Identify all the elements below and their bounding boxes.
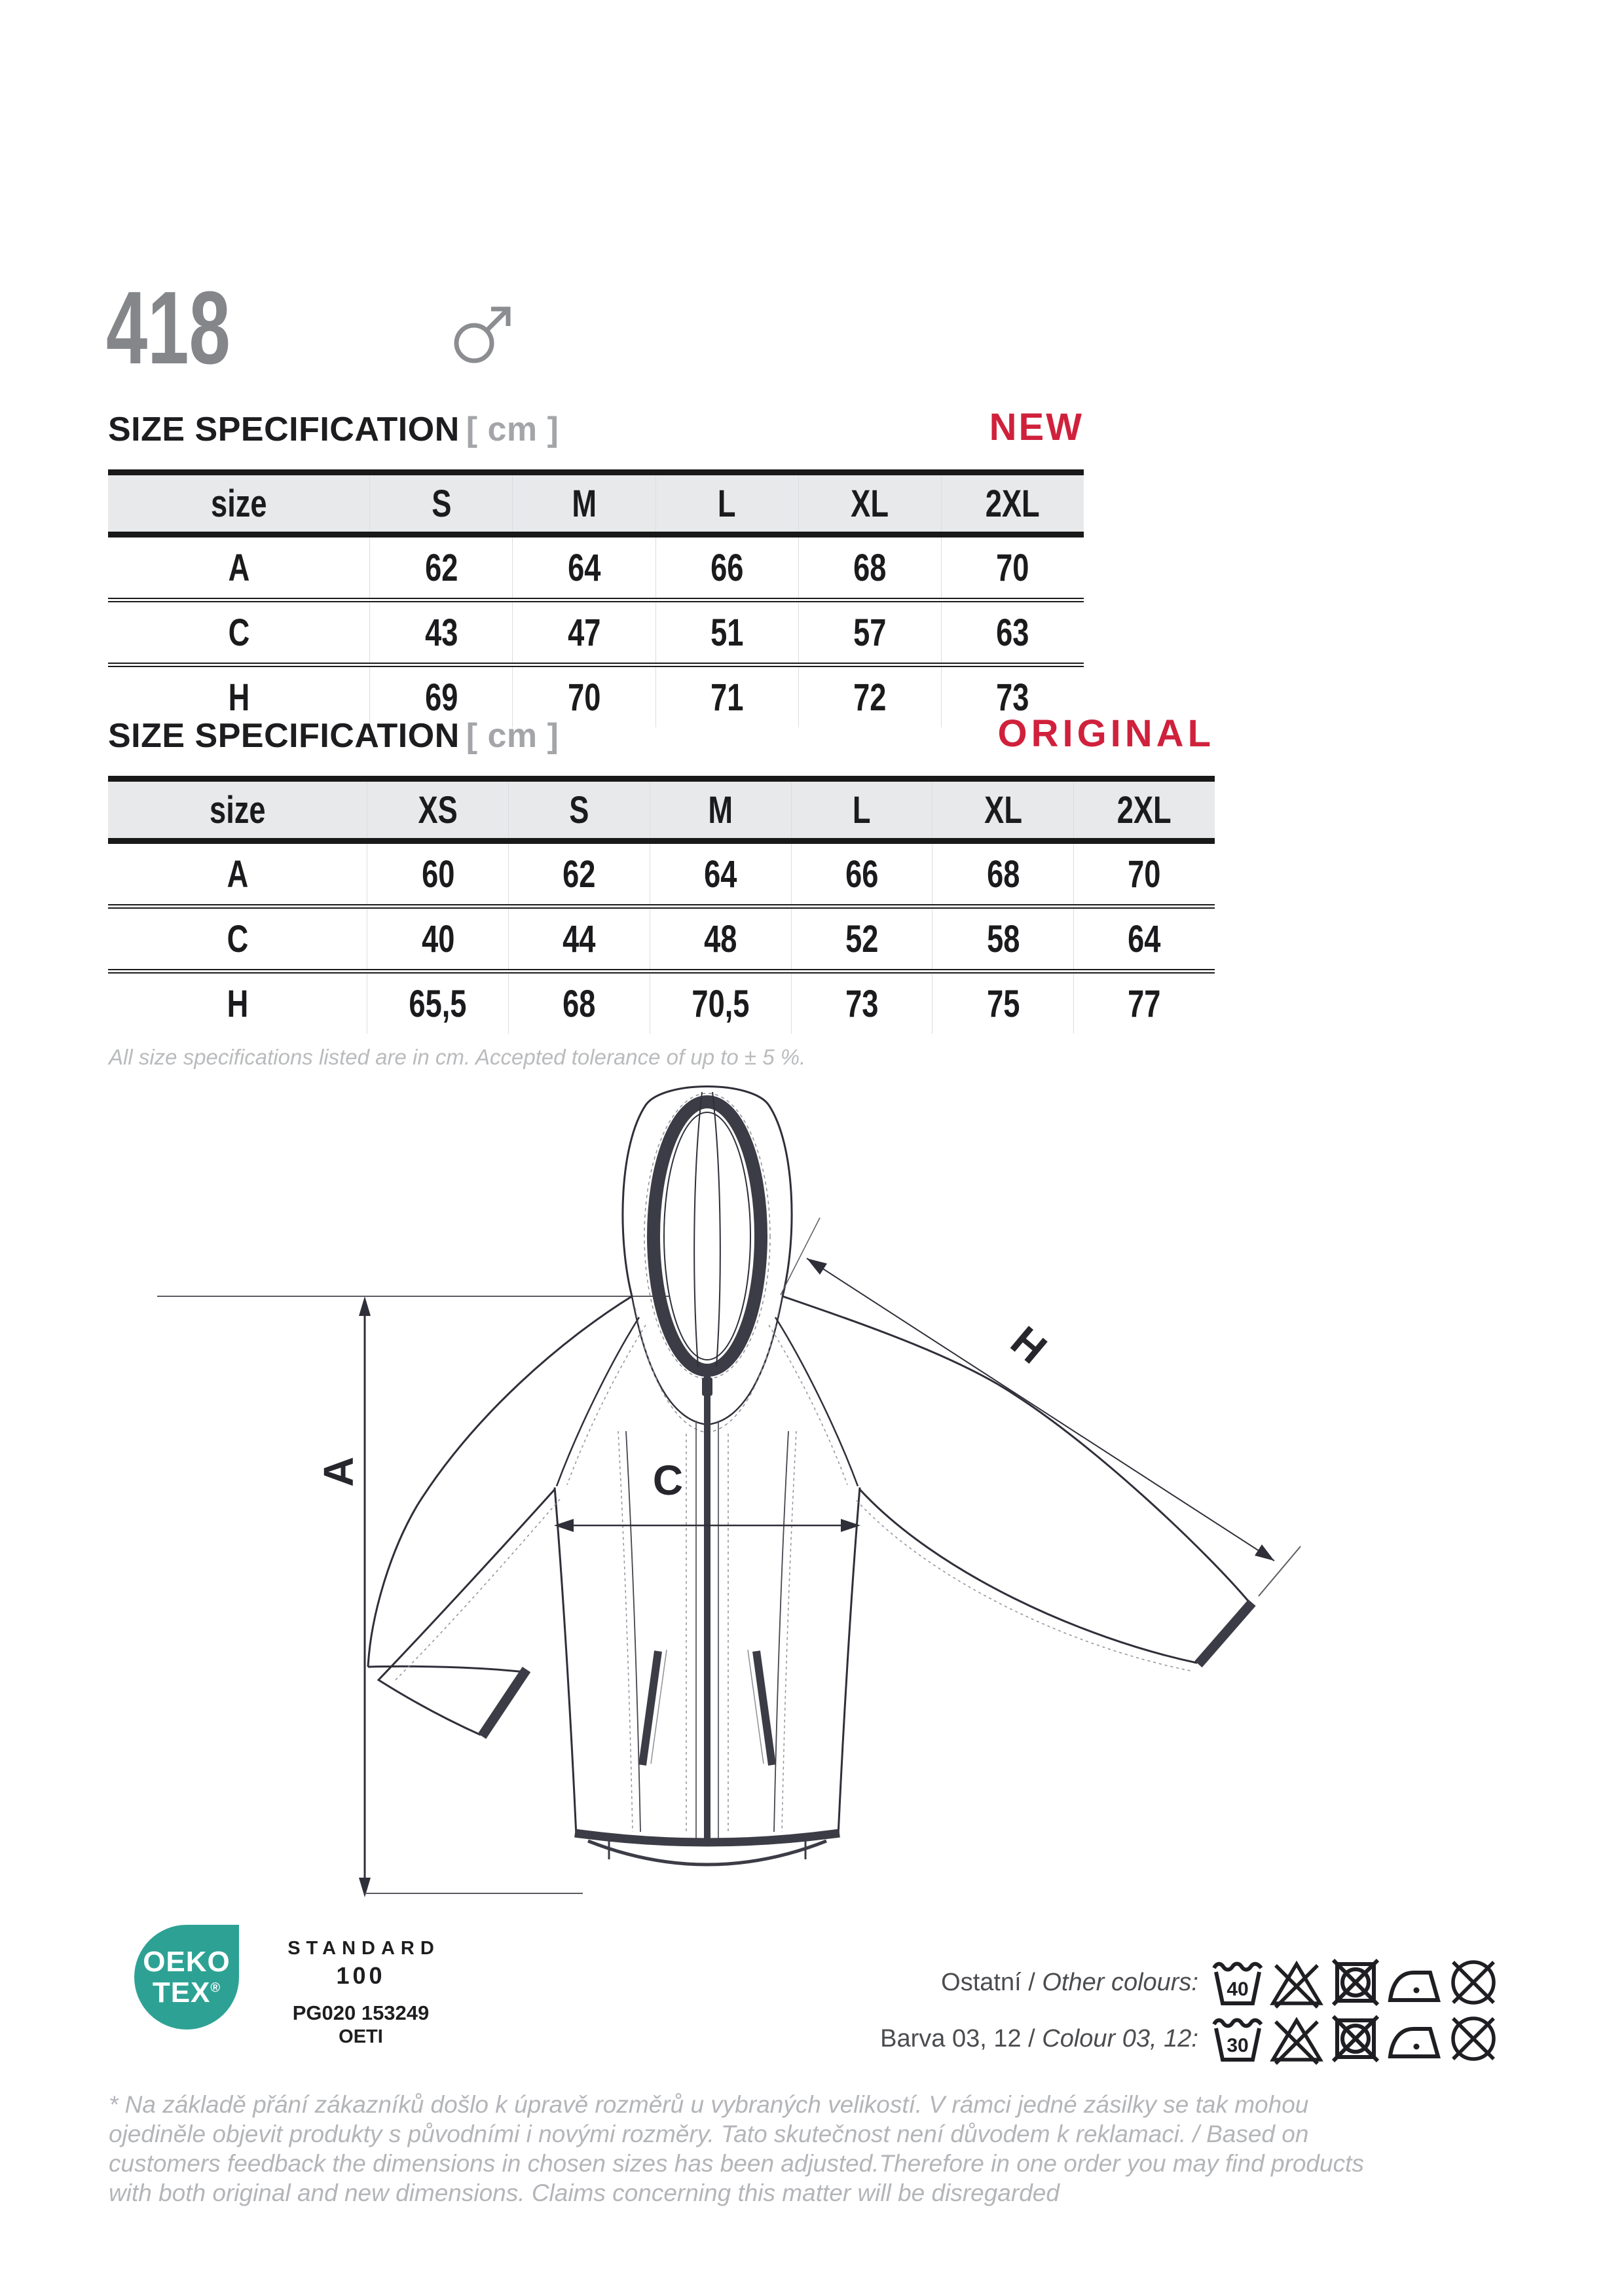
table-cell: 77	[1073, 974, 1215, 1034]
table-cell: 65,5	[367, 974, 508, 1034]
wash-40-icon	[1210, 1955, 1265, 2010]
column-header: M	[512, 475, 655, 532]
care-symbols	[1210, 2011, 1501, 2066]
column-header: L	[655, 475, 798, 532]
table-cell: 64	[512, 538, 655, 598]
care-symbols	[1210, 1955, 1501, 2010]
care-label: Ostatní / Other colours:	[941, 1968, 1198, 1996]
column-header: S	[369, 475, 512, 532]
table-cell: 68	[508, 974, 650, 1034]
table-cell: 66	[791, 844, 932, 904]
table-cell: 64	[650, 844, 791, 904]
table-cell: 72	[798, 667, 941, 727]
row-separator	[108, 663, 1084, 667]
table-row	[108, 602, 1084, 663]
dimension-h-label: H	[1002, 1317, 1056, 1373]
iron-low-icon	[1387, 2011, 1442, 2066]
do-not-bleach-icon	[1269, 2011, 1324, 2066]
new-badge: NEW	[989, 406, 1084, 448]
table-cell: 68	[932, 844, 1073, 904]
column-header: size	[209, 788, 266, 831]
hood-trim	[654, 1102, 761, 1370]
do-not-dry-clean-icon	[1446, 2011, 1501, 2066]
table-cell: 57	[798, 602, 941, 663]
table-cell: 58	[932, 909, 1073, 969]
size-spec-section-new	[108, 407, 1084, 727]
table-cell: 62	[369, 538, 512, 598]
table-cell: 73	[941, 667, 1084, 727]
table-cell: 73	[791, 974, 932, 1034]
table-cell: 51	[655, 602, 798, 663]
footnote-line: * Na základě přání zákazníků došlo k úpravě rozměrů u vybraných velikostí. V rámci jedné zásilky se tak mohou	[109, 2091, 1309, 2118]
care-label: Barva 03, 12 / Colour 03, 12:	[880, 2024, 1198, 2052]
section-title-text: SIZE SPECIFICATION	[108, 717, 460, 755]
table-cell: 48	[650, 909, 791, 969]
table-cell: 43	[369, 602, 512, 663]
certification-number: 100	[336, 1962, 386, 1989]
footnote-line: with both original and new dimensions. Claims concerning this matter will be disregarded	[109, 2179, 1060, 2206]
table-cell: 64	[1073, 909, 1215, 969]
section-title	[108, 412, 559, 446]
table-row	[108, 844, 1215, 904]
column-header: M	[650, 782, 791, 838]
iron-low-icon	[1387, 1955, 1442, 2010]
tolerance-note: All size specifications listed are in cm. Accepted tolerance of up to ± 5 %.	[109, 1045, 806, 1069]
column-header: 2XL	[1073, 782, 1215, 838]
row-label: A	[228, 546, 249, 589]
certification-code: PG020 153249	[292, 2001, 430, 2024]
column-header: XS	[367, 782, 508, 838]
unit-label: [ cm ]	[466, 717, 559, 755]
footnote-line: customers feedback the dimensions in chosen sizes has been adjusted.Therefore in one order you may find products	[109, 2150, 1364, 2177]
care-instructions	[557, 1955, 1501, 2066]
svg-text:40: 40	[1227, 1978, 1249, 2000]
care-row-colour-03-12	[557, 2011, 1501, 2066]
table-cell: 69	[369, 667, 512, 727]
column-header: XL	[798, 475, 941, 532]
row-label: C	[228, 611, 249, 654]
table-cell: 44	[508, 909, 650, 969]
male-icon	[452, 302, 512, 365]
table-cell: 60	[367, 844, 508, 904]
right-pocket-zip	[756, 1651, 772, 1765]
section-title-text: SIZE SPECIFICATION	[108, 410, 460, 448]
dimension-c-label: C	[652, 1456, 684, 1504]
column-header: S	[508, 782, 650, 838]
column-header: size	[210, 482, 267, 525]
section-title	[108, 719, 559, 753]
size-spec-section-original	[108, 714, 1215, 1034]
table-header-row	[108, 469, 1084, 538]
row-separator	[108, 969, 1215, 974]
care-row-other-colours	[557, 1955, 1501, 2010]
row-label: C	[227, 917, 249, 960]
oeko-logo-line2: TEX®	[152, 1977, 221, 2009]
table-cell: 71	[655, 667, 798, 727]
row-label: H	[228, 676, 249, 719]
oeko-tex-certification	[134, 1925, 466, 2048]
jacket-technical-drawing	[151, 1067, 1323, 1905]
do-not-tumble-dry-icon	[1328, 2011, 1383, 2066]
table-row	[108, 909, 1215, 969]
table-cell: 52	[791, 909, 932, 969]
svg-text:30: 30	[1227, 2035, 1249, 2056]
unit-label: [ cm ]	[466, 410, 559, 448]
certification-institute: OETI	[339, 2026, 383, 2047]
do-not-dry-clean-icon	[1446, 1955, 1501, 2010]
oeko-logo-line1: OEKO	[143, 1946, 231, 1978]
column-header: 2XL	[941, 475, 1084, 532]
dimension-a-label: A	[314, 1456, 362, 1487]
do-not-tumble-dry-icon	[1328, 1955, 1383, 2010]
column-header: L	[791, 782, 932, 838]
row-separator	[108, 904, 1215, 909]
table-cell: 47	[512, 602, 655, 663]
hood-outline	[623, 1087, 792, 1297]
row-label: A	[227, 852, 249, 896]
footnote-line: ojediněle objevit produkty s původními i novými rozměry. Tato skutečnost není důvodem k reklamaci. / Based on	[109, 2121, 1309, 2147]
table-cell: 70	[941, 538, 1084, 598]
table-cell: 62	[508, 844, 650, 904]
oeko-tex-logo	[134, 1925, 239, 2030]
size-table-original	[108, 776, 1215, 1034]
right-cuff	[1198, 1603, 1252, 1664]
table-cell: 40	[367, 909, 508, 969]
do-not-bleach-icon	[1269, 1955, 1324, 2010]
table-cell: 68	[798, 538, 941, 598]
size-table-new	[108, 469, 1084, 727]
table-row	[108, 538, 1084, 598]
dimension-h-line	[807, 1258, 1274, 1561]
footnote	[109, 2090, 1364, 2208]
table-cell: 63	[941, 602, 1084, 663]
section-heading-row	[108, 407, 1084, 446]
table-header-row	[108, 776, 1215, 844]
section-heading-row	[108, 714, 1215, 753]
table-cell: 70	[1073, 844, 1215, 904]
column-header: XL	[932, 782, 1073, 838]
left-cuff	[482, 1669, 526, 1736]
original-badge: ORIGINAL	[997, 712, 1215, 755]
product-number: 418	[106, 270, 231, 386]
certification-standard: STANDARD	[287, 1938, 440, 1959]
table-cell: 66	[655, 538, 798, 598]
table-cell: 70	[512, 667, 655, 727]
wash-30-icon	[1210, 2011, 1265, 2066]
table-cell: 75	[932, 974, 1073, 1034]
certification-text	[256, 1925, 466, 2048]
row-label: H	[227, 982, 249, 1025]
table-cell: 70,5	[650, 974, 791, 1034]
table-row	[108, 974, 1215, 1034]
left-pocket-zip	[642, 1651, 658, 1765]
row-separator	[108, 598, 1084, 602]
